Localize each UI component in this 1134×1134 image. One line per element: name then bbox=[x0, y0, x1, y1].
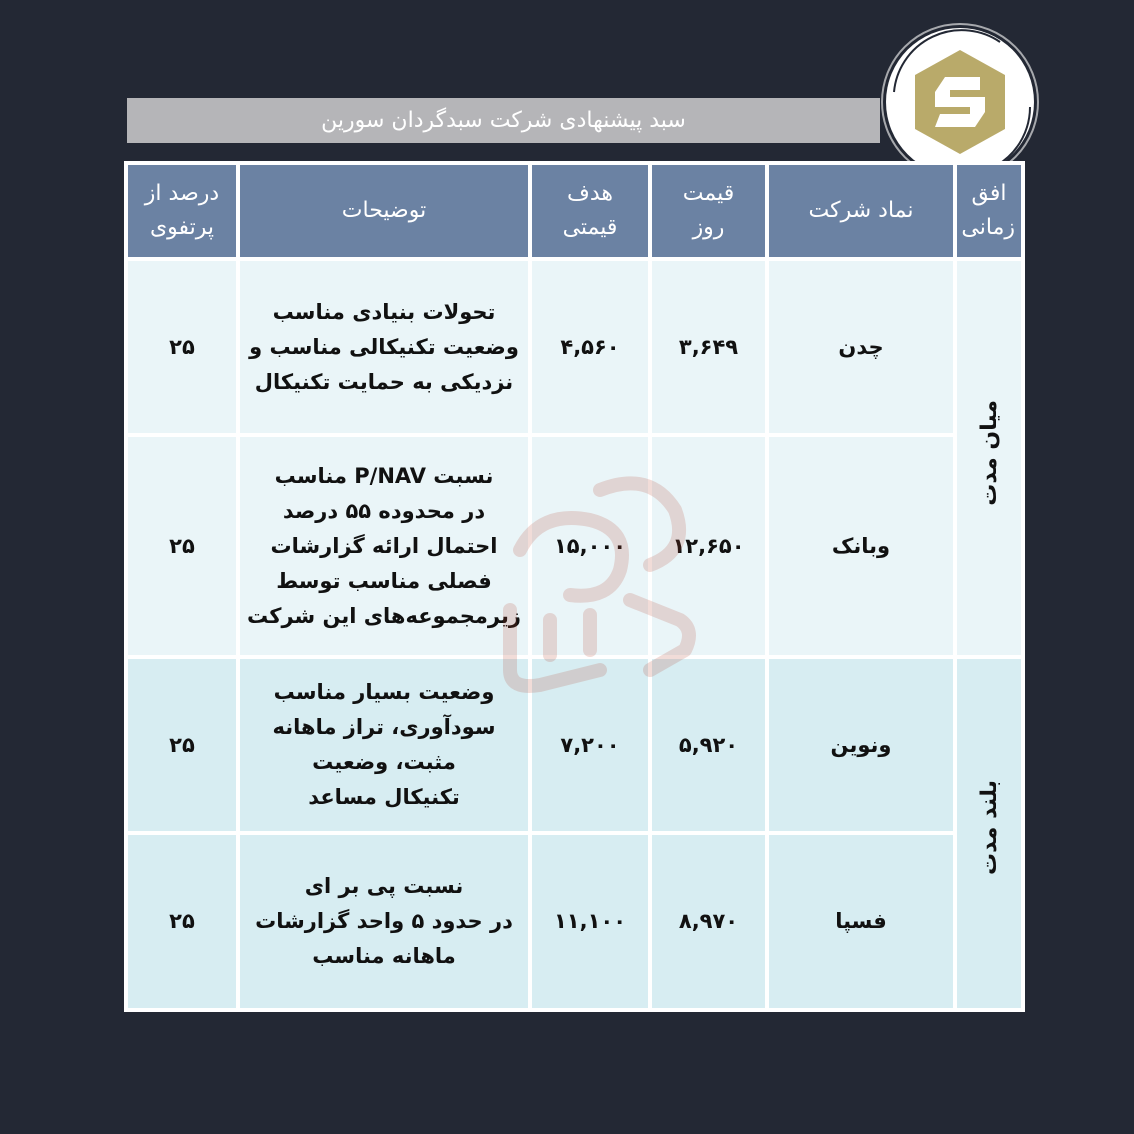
percent-cell: ۲۵ bbox=[126, 833, 238, 1010]
target-cell: ۷,۲۰۰ bbox=[530, 657, 650, 833]
symbol-cell: ونوین bbox=[767, 657, 955, 833]
header-percent: درصد از پرتفوی bbox=[126, 163, 238, 259]
price-cell: ۳,۶۴۹ bbox=[650, 259, 767, 435]
table-row bbox=[126, 833, 1023, 1010]
page-title bbox=[127, 98, 880, 143]
header-target: هدف قیمتی bbox=[530, 163, 650, 259]
percent-cell: ۲۵ bbox=[126, 657, 238, 833]
target-cell: ۱۱,۱۰۰ bbox=[530, 833, 650, 1010]
desc-cell: وضعیت بسیار مناسب سودآوری، تراز ماهانه مثبت، وضعیت تکنیکال مساعد bbox=[238, 657, 530, 833]
table-header-row bbox=[126, 163, 1023, 259]
desc-cell: نسبت پی بر ای در حدود ۵ واحد گزارشات ماهانه مناسب bbox=[238, 833, 530, 1010]
price-cell: ۵,۹۲۰ bbox=[650, 657, 767, 833]
target-cell: ۱۵,۰۰۰ bbox=[530, 435, 650, 657]
table-row bbox=[126, 259, 1023, 435]
percent-cell: ۲۵ bbox=[126, 435, 238, 657]
header-horizon: افق زمانی bbox=[955, 163, 1023, 259]
portfolio-table bbox=[124, 161, 1021, 1012]
desc-cell: نسبت P/NAV مناسب در محدوده ۵۵ درصد احتمال ارائه گزارشات فصلی مناسب توسط زیرمجموعه‌های این شرکت bbox=[238, 435, 530, 657]
header-symbol: نماد شرکت bbox=[767, 163, 955, 259]
horizon-mid: میان مدت bbox=[955, 259, 1023, 657]
sourin-logo-icon bbox=[880, 22, 1040, 182]
header-desc: توضیحات bbox=[238, 163, 530, 259]
percent-cell: ۲۵ bbox=[126, 259, 238, 435]
header-price: قیمت روز bbox=[650, 163, 767, 259]
target-cell: ۴,۵۶۰ bbox=[530, 259, 650, 435]
price-cell: ۸,۹۷۰ bbox=[650, 833, 767, 1010]
table-row bbox=[126, 435, 1023, 657]
horizon-long: بلند مدت bbox=[955, 657, 1023, 1010]
page-title-text: سبد پیشنهادی شرکت سبدگردان سورین bbox=[321, 108, 686, 133]
symbol-cell: چدن bbox=[767, 259, 955, 435]
desc-cell: تحولات بنیادی مناسب وضعیت تکنیکالی مناسب و نزدیکی به حمایت تکنیکال bbox=[238, 259, 530, 435]
price-cell: ۱۲,۶۵۰ bbox=[650, 435, 767, 657]
table-row bbox=[126, 657, 1023, 833]
symbol-cell: فسپا bbox=[767, 833, 955, 1010]
symbol-cell: وبانک bbox=[767, 435, 955, 657]
